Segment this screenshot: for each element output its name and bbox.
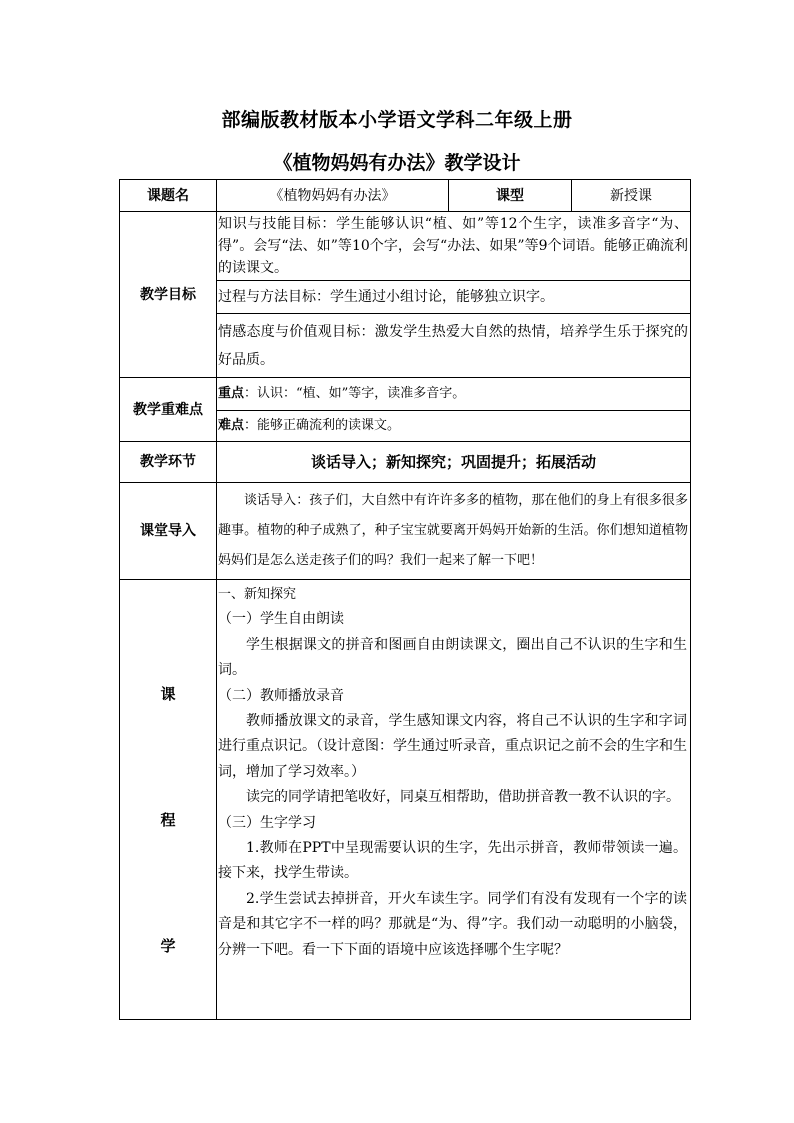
intro-text: 谈话导入：孩子们，大自然中有许许多多的植物，那在他们的身上有很多很多趣事。植物的种子成熟了，种子宝宝就要离开妈妈开始新的生活。你们想知道植物妈妈们是怎么送走孩子们的吗？我们一起来了解一下吧！ <box>217 483 691 580</box>
topic-label: 课题名 <box>120 180 217 212</box>
row-topic <box>120 180 691 212</box>
paragraph-5: 2.学生尝试去掉拼音，开火车读生字。同学们有没有发现有一个字的读音是和其它字不一样的吗？那就是“为、得”字。我们动一动聪明的小脑袋，分辨一下吧。看一下下面的语境中应该选择哪个生字呢？ <box>218 890 687 958</box>
goal-knowledge: 知识与技能目标：学生能够认识“植、如”等12个生字，读准多音字“为、得”。会写“法、如”等10个字，会写“办法、如果”等9个词语。能够正确流利的读课文。 <box>217 212 691 281</box>
row-intro <box>120 483 691 580</box>
goal-emotion: 情感态度与价值观目标：激发学生热爱大自然的热情，培养学生乐于探究的好品质。 <box>217 314 691 378</box>
goal-process: 过程与方法目标：学生通过小组讨论，能够独立识字。 <box>217 281 691 314</box>
paragraph-1: 学生根据课文的拼音和图画自由朗读课文，圈出自己不认识的生字和生词。 <box>218 636 687 679</box>
paragraph-3: 读完的同学请把笔收好，同桌互相帮助，借助拼音教一教不认识的字。 <box>246 789 680 806</box>
type-value: 新授课 <box>572 180 691 212</box>
process-label-char-3: 学 <box>160 937 176 955</box>
row-process <box>120 580 691 1020</box>
process-content <box>217 580 691 1020</box>
row-key-points <box>120 378 691 411</box>
subheading-1: （一）学生自由朗读 <box>218 611 344 628</box>
key-prefix: 重点 <box>218 386 245 401</box>
stage-value: 谈话导入；新知探究；巩固提升；拓展活动 <box>217 442 691 483</box>
document-subtitle: 《植物妈妈有办法》教学设计 <box>273 152 521 174</box>
lesson-plan-table <box>119 179 691 1020</box>
stage-label: 教学环节 <box>120 442 217 483</box>
paragraph-2: 教师播放课文的录音，学生感知课文内容，将自己不认识的生字和字词进行重点识记。（设计意图：学生通过听录音，重点识记之前不会的生字和生词，增加了学习效率。） <box>218 713 687 780</box>
difficulty-point <box>217 411 691 442</box>
topic-value: 《植物妈妈有办法》 <box>217 180 449 212</box>
process-label <box>120 580 217 1020</box>
paragraph-4: 1.教师在PPT中呈现需要认识的生字，先出示拼音，教师带领读一遍。接下来，找学生带读。 <box>218 840 687 882</box>
subheading-3: （三）生字学习 <box>218 814 316 831</box>
key-label: 教学重难点 <box>120 378 217 442</box>
row-stage <box>120 442 691 483</box>
goals-label: 教学目标 <box>120 212 217 378</box>
section-heading: 一、新知探究 <box>218 587 297 602</box>
document-title: 部编版教材版本小学语文学科二年级上册 <box>221 109 573 131</box>
row-goals-knowledge <box>120 212 691 281</box>
process-label-char-1: 课 <box>160 685 176 703</box>
subheading-2: （二）教师播放录音 <box>218 687 344 704</box>
difficulty-text: ：能够正确流利的读课文。 <box>244 418 401 433</box>
key-point <box>217 378 691 411</box>
key-text: ：认识：“植、如”等字，读准多音字。 <box>244 386 466 401</box>
difficulty-prefix: 难点 <box>218 418 245 433</box>
process-label-char-2: 程 <box>160 811 176 829</box>
intro-label: 课堂导入 <box>120 483 217 580</box>
type-label: 课型 <box>449 180 572 212</box>
